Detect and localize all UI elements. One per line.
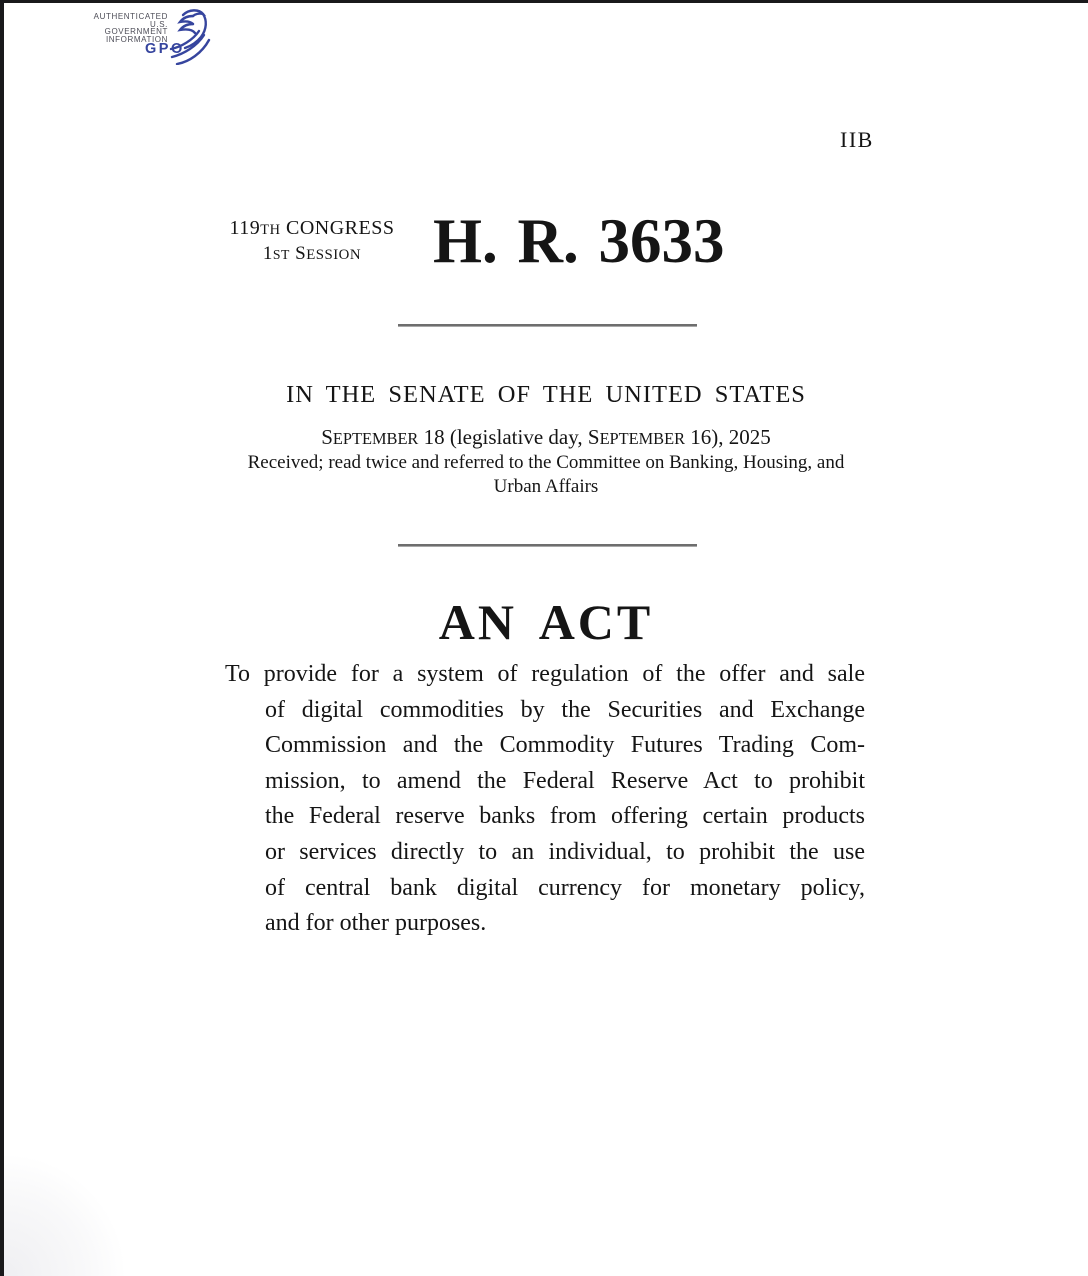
- gpo-authentication-seal: [93, 7, 223, 69]
- act-title-line: the Federal reserve banks from offering certain products: [265, 803, 865, 830]
- divider-rule-top: [398, 324, 697, 327]
- page-corner-shadow: [4, 1156, 124, 1276]
- congress-ordinal: TH: [260, 222, 281, 238]
- action-date-line: [8, 425, 1084, 450]
- congress-line: [224, 217, 400, 240]
- date-month-smallcaps: EPTEMBER: [332, 429, 419, 448]
- gpo-seal-text: [93, 13, 168, 43]
- gpo-seal-line: U.S. GOVERNMENT: [104, 19, 168, 37]
- act-title-line: Commission and the Commodity Futures Trading Com-: [265, 732, 865, 759]
- date-end-text: 16), 2025: [685, 425, 771, 449]
- act-long-title: [225, 657, 865, 942]
- divider-rule-bottom: [398, 544, 697, 547]
- gpo-acronym: GPO: [145, 41, 185, 57]
- act-title-line: or services directly to an individual, to prohibit the use: [265, 838, 865, 865]
- scan-edge-left: [0, 0, 4, 1276]
- bill-number-title: H. R. 3633: [433, 206, 725, 276]
- congress-session-block: [224, 217, 400, 265]
- congress-number: 119: [229, 217, 261, 239]
- session-word-initial: S: [289, 243, 307, 264]
- act-title-line: of central bank digital currency for monetary policy,: [265, 874, 865, 901]
- act-title-line: of digital commodities by the Securities and Exchange: [265, 696, 865, 723]
- session-word-rest: ESSION: [306, 247, 362, 263]
- chamber-heading: IN THE SENATE OF THE UNITED STATES: [286, 381, 806, 408]
- act-title-line: and for other purposes.: [265, 910, 487, 937]
- referral-line-1: Received; read twice and referred to the Committee on Banking, Housing, and: [247, 452, 845, 473]
- calendar-number-label: IIB: [840, 127, 874, 152]
- date-month-initial: S: [321, 425, 333, 449]
- act-heading: AN ACT: [438, 594, 654, 650]
- scan-edge-top: [0, 0, 1088, 3]
- session-number: 1: [262, 243, 273, 264]
- gpo-eagle-icon: [169, 7, 215, 65]
- date-month-initial: S: [587, 425, 600, 449]
- act-title-line: To provide for a system of regulation of the offer and sale: [225, 661, 865, 687]
- gpo-seal-line: INFORMATION: [105, 34, 168, 44]
- date-mid-text: 18 (legislative day,: [418, 425, 588, 449]
- session-line: [224, 243, 400, 265]
- congress-word: CONGRESS: [280, 217, 395, 239]
- act-title-line: mission, to amend the Federal Reserve Act to prohibit: [265, 767, 865, 794]
- referral-line-2: Urban Affairs: [493, 476, 599, 497]
- date-month-smallcaps: EPTEMBER: [599, 429, 686, 448]
- session-ordinal: ST: [272, 247, 290, 262]
- gpo-seal-line: AUTHENTICATED: [93, 12, 168, 21]
